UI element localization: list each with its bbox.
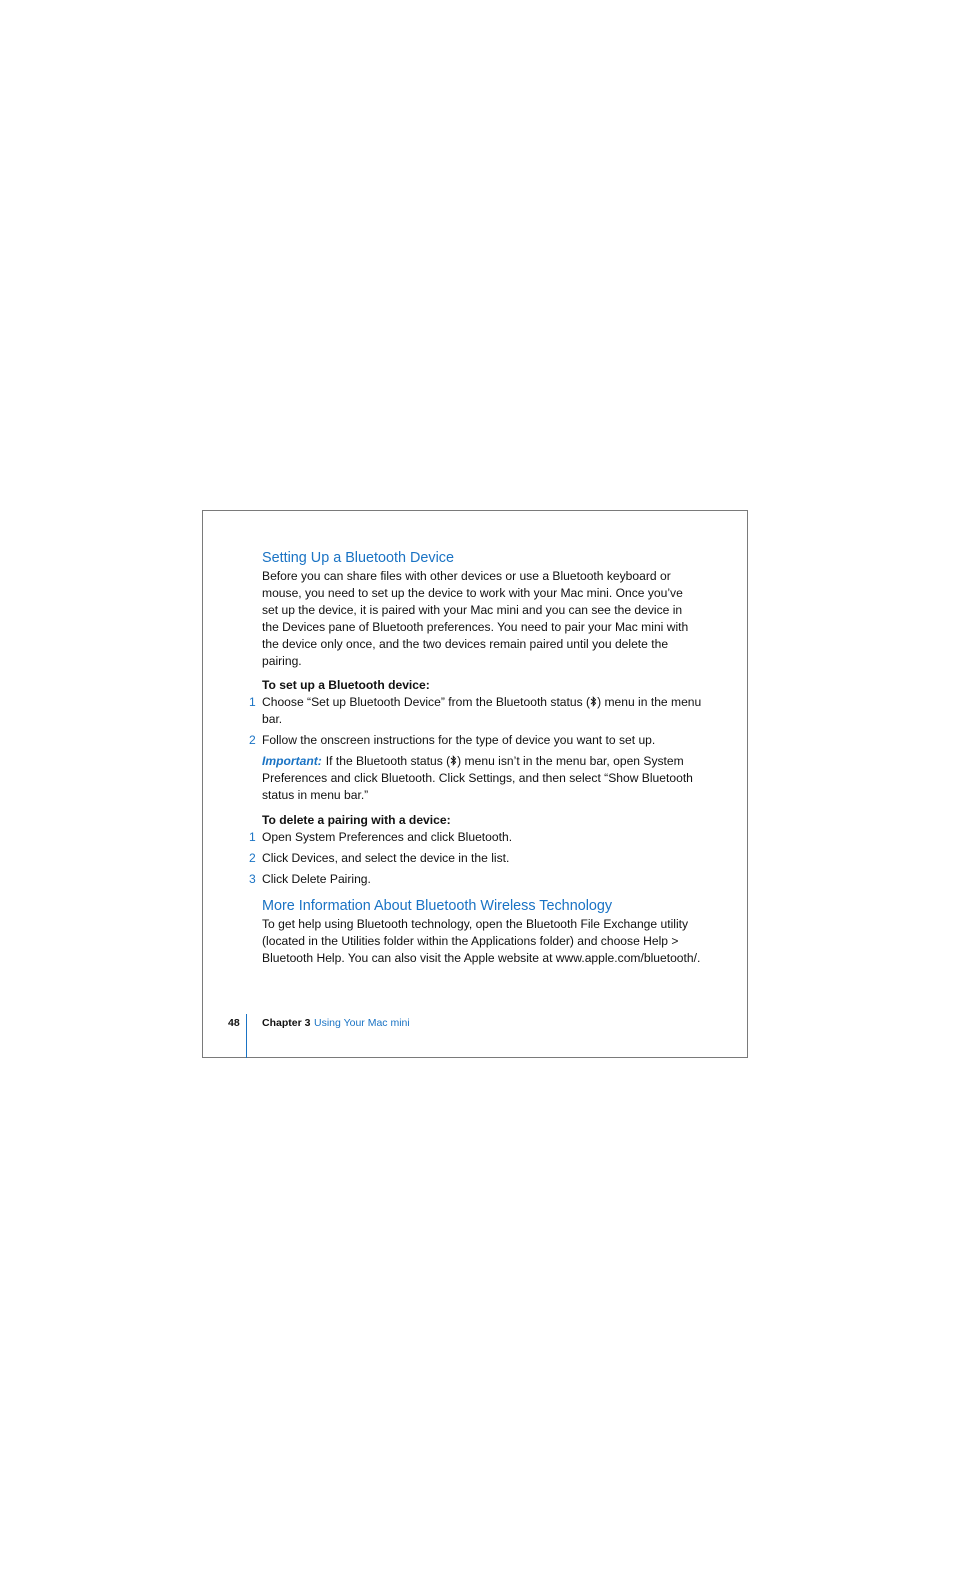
section-heading-setup: Setting Up a Bluetooth Device <box>262 550 454 566</box>
section-heading-more-info: More Information About Bluetooth Wireless Technology <box>262 898 613 914</box>
section-body-more-info: To get help using Bluetooth technology, open the Bluetooth File Exchange utility (located in the Utilities folder within the Applications folder) and choose Help > Bluetooth Help. You can also visit the Apple website at www.apple.com/bluetooth/. <box>262 917 701 965</box>
step-number: 2 <box>249 851 256 865</box>
step-text: Open System Preferences and click Bluetooth. <box>262 830 513 844</box>
delete-step-1 <box>249 829 702 846</box>
important-label: Important: <box>262 754 322 768</box>
step-text-before-icon: Choose “Set up Bluetooth Device” from the Bluetooth status ( <box>262 695 591 709</box>
section-body-setup: Before you can share files with other devices or use a Bluetooth keyboard or mouse, you need to set up the device to work with your Mac mini. Once you’ve set up the device, it is paired with your Mac mini and you can see the device in the Devices pane of Bluetooth preferences. You need to pair your Mac mini with the device only once, and the two devices remain paired until you delete the pairing. <box>262 569 689 668</box>
chapter-title: Using Your Mac mini <box>314 1017 410 1029</box>
note-text-before-icon: If the Bluetooth status ( <box>325 754 451 768</box>
setup-lead-in: To set up a Bluetooth device: <box>262 678 430 692</box>
chapter-label: Chapter 3 <box>262 1017 311 1029</box>
delete-step-3 <box>249 871 702 888</box>
setup-step-2 <box>249 732 702 749</box>
step-number: 2 <box>249 733 256 747</box>
delete-step-2 <box>249 850 702 867</box>
step-text-after-icon: ) menu in the menu bar. <box>262 695 702 726</box>
page-content <box>249 548 702 967</box>
step-number: 1 <box>249 830 256 844</box>
setup-step-1 <box>249 694 702 728</box>
footer-divider <box>246 1014 247 1058</box>
important-note <box>262 753 702 804</box>
page-number: 48 <box>228 1017 240 1029</box>
step-text: Click Devices, and select the device in the list. <box>262 851 510 865</box>
bluetooth-icon <box>590 696 597 707</box>
step-number: 1 <box>249 695 256 709</box>
note-text-after-icon: ) menu isn’t in the menu bar, open System Preferences and click Bluetooth. Click Settings, and then select “Show Bluetooth status in menu bar.” <box>262 754 693 802</box>
step-text: Click Delete Pairing. <box>262 872 371 886</box>
delete-lead-in: To delete a pairing with a device: <box>262 813 451 827</box>
step-text: Follow the onscreen instructions for the type of device you want to set up. <box>262 733 656 747</box>
step-number: 3 <box>249 872 256 886</box>
